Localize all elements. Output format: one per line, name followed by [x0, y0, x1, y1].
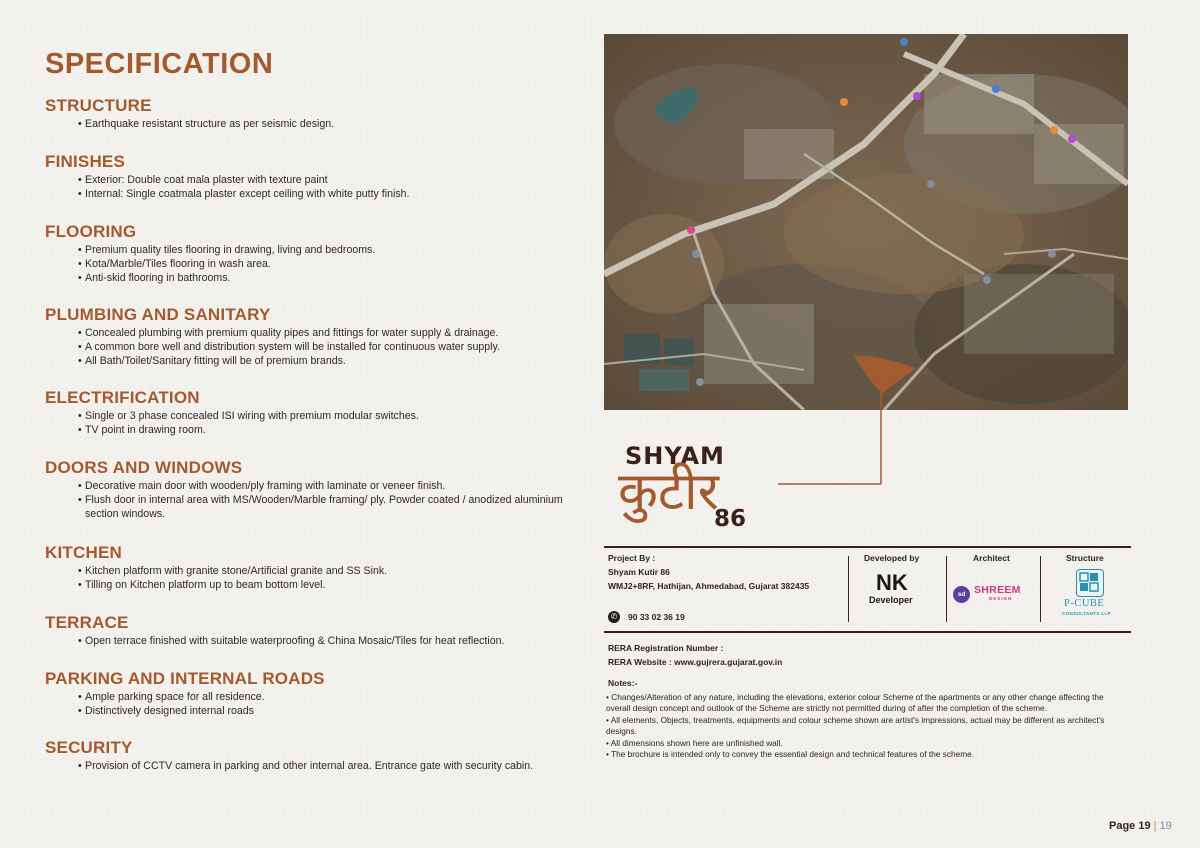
rera-registration: RERA Registration Number : — [608, 643, 724, 653]
spec-item: • Concealed plumbing with premium quality pipes and fittings for water supply & drainage. — [78, 327, 585, 341]
architect-heading: Architect — [973, 553, 1010, 563]
note-item: • All dimensions shown here are unfinished wall. — [606, 738, 1128, 749]
page-title: SPECIFICATION — [45, 48, 274, 80]
section-kitchen — [45, 543, 585, 593]
divider — [604, 631, 1131, 633]
section-heading: PLUMBING AND SANITARY — [45, 305, 271, 324]
structure-heading: Structure — [1066, 553, 1104, 563]
developer-logo-name: NK — [876, 570, 908, 595]
section-heading: FINISHES — [45, 152, 126, 171]
section-heading: PARKING AND INTERNAL ROADS — [45, 669, 325, 688]
spec-item: • Premium quality tiles flooring in drawing, living and bedrooms. — [78, 244, 585, 258]
architect-logo-sub: DESIGN — [989, 596, 1013, 601]
section-heading: FLOORING — [45, 222, 137, 241]
spec-item: • All Bath/Toilet/Sanitary fitting will be of premium brands. — [78, 355, 585, 369]
page-label: Page 19 — [1109, 820, 1151, 832]
section-heading: KITCHEN — [45, 543, 122, 562]
divider — [1040, 556, 1041, 622]
spec-item: • Exterior: Double coat mala plaster with texture paint — [78, 174, 585, 188]
project-name: Shyam Kutir 86 — [608, 567, 670, 577]
spec-item: • Distinctively designed internal roads — [78, 705, 585, 719]
spec-item: • Open terrace finished with suitable waterproofing & China Mosaic/Tiles for heat reflection. — [78, 635, 585, 649]
structure-logo-sub: CONSULTANTS LLP — [1062, 611, 1112, 616]
section-heading: SECURITY — [45, 738, 133, 757]
page-footer: Page 19 | 19 — [1109, 820, 1172, 832]
section-plumbing — [45, 305, 585, 368]
architect-logo-name: SHREEM — [974, 584, 1021, 596]
divider — [946, 556, 947, 622]
section-security — [45, 738, 585, 774]
architect-logo-badge: sd — [953, 586, 970, 603]
section-structure — [45, 96, 585, 132]
section-doors-windows — [45, 458, 585, 521]
section-heading: TERRACE — [45, 613, 129, 632]
section-electrification — [45, 388, 585, 438]
section-heading: STRUCTURE — [45, 96, 152, 115]
project-label: Project By : — [608, 553, 656, 563]
section-terrace — [45, 613, 585, 649]
developer-logo-sub: Developer — [869, 595, 913, 605]
note-item: • All elements, Objects, treatments, equipments and colour scheme shown are artist's impressions, actual may be different as architect's designs. — [606, 715, 1128, 738]
project-address: WMJ2+8RF, Hathijan, Ahmedabad, Gujarat 382435 — [608, 581, 810, 591]
location-map — [604, 34, 1128, 410]
satellite-map-image — [604, 34, 1128, 410]
logo-number: 86 — [714, 506, 747, 532]
note-item: • Changes/Alteration of any nature, including the elevations, exterior colour Scheme of the apartments or any other change affecting the overall design concept and outlook of the Scheme are strictly not permitted during of after the completion of the scheme. — [606, 692, 1128, 715]
spec-item: • Kota/Marble/Tiles flooring in wash area. — [78, 258, 585, 272]
phone-number: 90 33 02 36 19 — [628, 612, 685, 622]
spec-item: • Ample parking space for all residence. — [78, 691, 585, 705]
spec-item: • TV point in drawing room. — [78, 424, 585, 438]
spec-item: • Anti-skid flooring in bathrooms. — [78, 272, 585, 286]
section-parking — [45, 669, 585, 719]
phone-icon: ✆ — [608, 611, 620, 623]
logo-english: SHYAM — [625, 442, 725, 470]
section-finishes — [45, 152, 585, 202]
section-flooring — [45, 222, 585, 285]
developer-heading: Developed by — [864, 553, 920, 563]
spec-item: • A common bore well and distribution system will be installed for continuous water supply. — [78, 341, 585, 355]
architect-logo — [953, 580, 1033, 608]
divider — [848, 556, 849, 622]
notes-list — [606, 692, 1128, 760]
spec-item: • Flush door in internal area with MS/Wooden/Marble framing/ ply. Powder coated / anodized aluminium section windows. — [78, 494, 578, 522]
notes-title: Notes:- — [608, 678, 638, 688]
spec-item: • Internal: Single coatmala plaster except ceiling with white putty finish. — [78, 188, 585, 202]
note-item: • The brochure is intended only to convey the essential design and technical features of the scheme. — [606, 749, 1128, 760]
logo-hindi: कुटीर — [618, 462, 719, 522]
shyam-kutir-logo — [618, 438, 768, 538]
spec-item: • Single or 3 phase concealed ISI wiring with premium modular switches. — [78, 410, 585, 424]
cube-icon — [1076, 569, 1104, 597]
spec-item: • Provision of CCTV camera in parking and other internal area. Entrance gate with security cabin. — [78, 760, 585, 774]
structure-logo — [1058, 567, 1126, 621]
spec-item: • Decorative main door with wooden/ply framing with laminate or veneer finish. — [78, 480, 585, 494]
section-heading: DOORS AND WINDOWS — [45, 458, 243, 477]
rera-website: RERA Website : www.gujrera.gujarat.gov.in — [608, 657, 783, 667]
page-number: 19 — [1159, 820, 1172, 832]
section-heading: ELECTRIFICATION — [45, 388, 200, 407]
spec-item: • Tilling on Kitchen platform up to beam bottom level. — [78, 579, 585, 593]
spec-item: • Earthquake resistant structure as per seismic design. — [78, 118, 585, 132]
divider — [604, 546, 1131, 548]
structure-logo-name: P-CUBE — [1064, 598, 1105, 609]
spec-item: • Kitchen platform with granite stone/Artificial granite and SS Sink. — [78, 565, 585, 579]
